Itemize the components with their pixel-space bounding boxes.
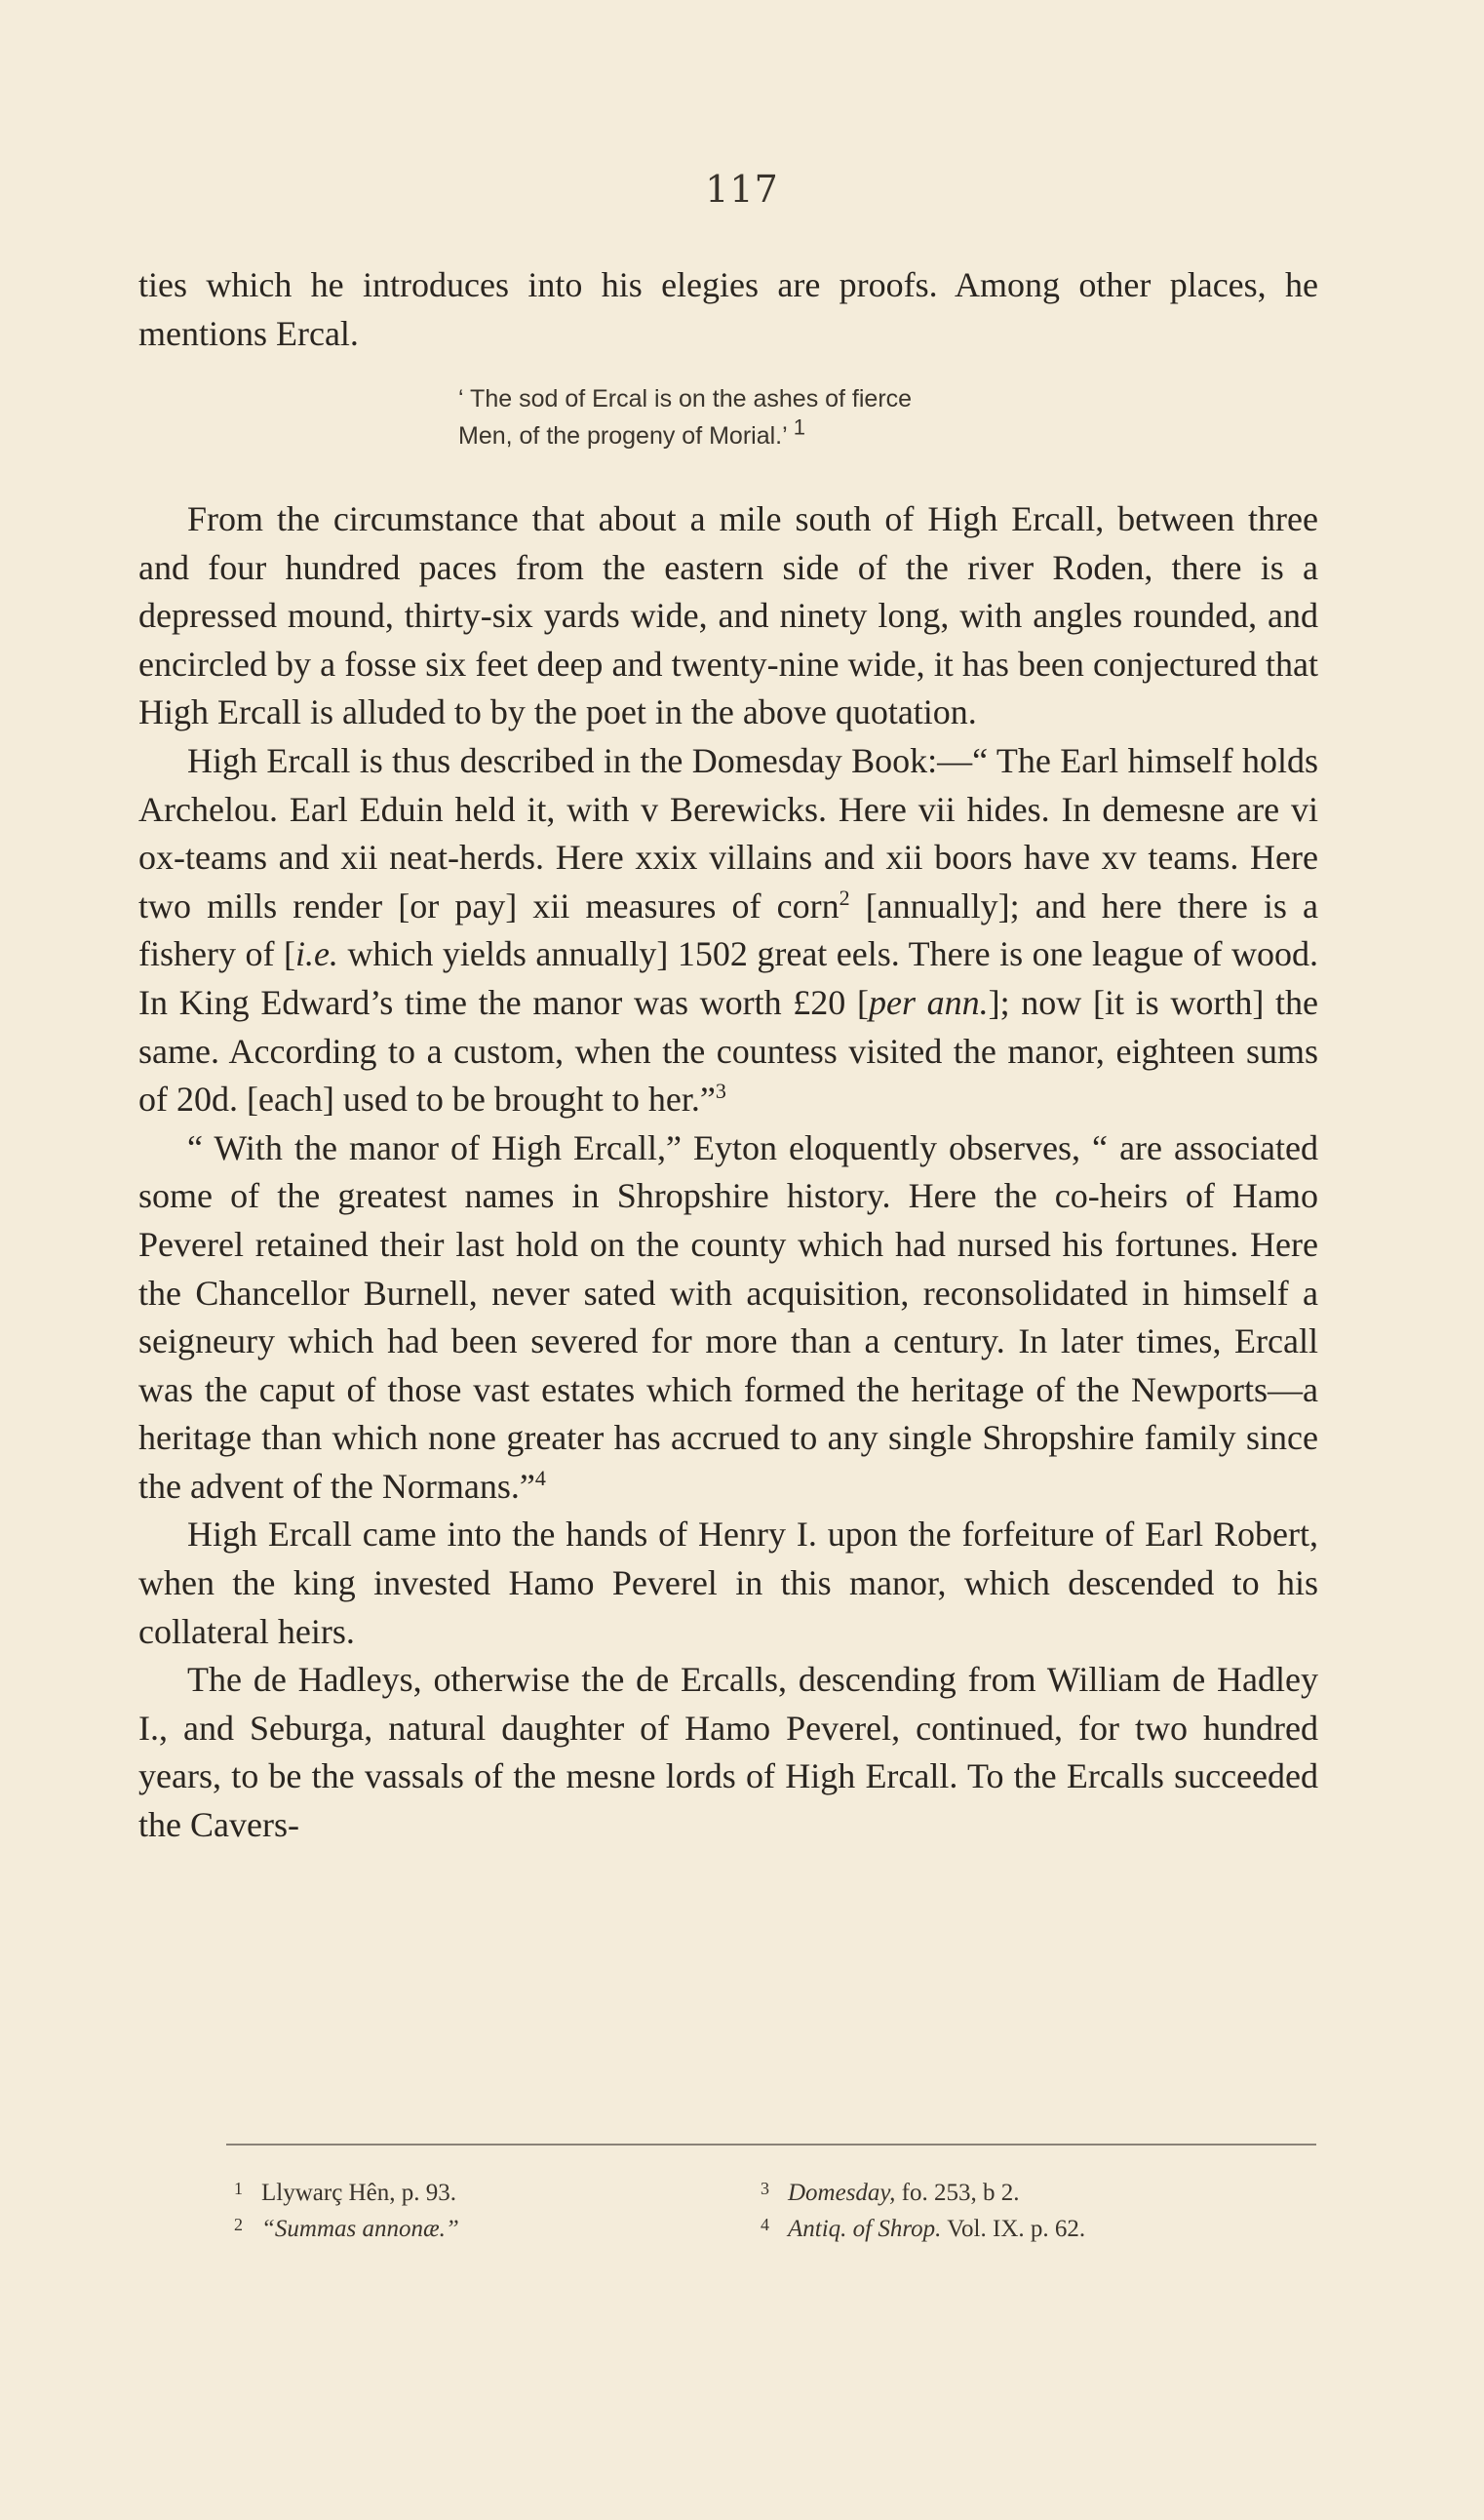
footnote-1 xyxy=(234,2173,459,2209)
footnote-4-text: Vol. IX. p. 62. xyxy=(941,2216,1086,2242)
opening-paragraph: ties which he introduces into his elegies are proofs. Among other places, he mentions Ercal. xyxy=(138,265,1318,353)
footnote-ref-3: 3 xyxy=(715,1079,726,1104)
domesday-text-b: [annually]; and here there is a fishery of [ xyxy=(138,886,1318,974)
domesday-ie: i.e. xyxy=(294,934,338,974)
footnote-3-number: 3 xyxy=(761,2179,769,2198)
footnote-2-number: 2 xyxy=(234,2215,243,2234)
domesday-text-d: ]; now [it is worth] the same. According to a custom, when the countess visited the manor, eighteen sums of 20d. [each] used to be brought to her.” xyxy=(138,982,1318,1120)
footnote-4 xyxy=(761,2209,1085,2245)
footnotes-right-column xyxy=(761,2173,1085,2245)
footnote-4-number: 4 xyxy=(761,2215,769,2234)
domesday-text-a: High Ercall is thus described in the Domesday Book:—“ The Earl himself holds Archelou. Earl Eduin held it, with v Berewicks. Here vii hides. In demesne are vi ox-teams and xii neat-herds. Here xxix villains and xii boors have xv teams. Here two mills render [or pay] xii measures of corn xyxy=(138,740,1318,925)
quote-line-2 xyxy=(458,414,1141,454)
paragraph-henry-i: High Ercall came into the hands of Henry I. upon the forfeiture of Earl Robert, when the king invested Hamo Peverel in this manor, which descended to his collateral heirs. xyxy=(138,1515,1318,1651)
footnote-1-number: 1 xyxy=(234,2179,243,2198)
paragraph-de-hadleys: The de Hadleys, otherwise the de Ercalls, descending from William de Hadley I., and Seburga, natural daughter of Hamo Peverel, continued, for two hundred years, to be the vassals of the mesne lords of High Ercall. To the Ercalls succeeded the Cavers- xyxy=(138,1660,1318,1845)
footnote-3-text: fo. 253, b 2. xyxy=(895,2180,1020,2206)
footnote-ref-2: 2 xyxy=(839,885,850,910)
paragraph-roden-mound: From the circumstance that about a mile south of High Ercall, between three and four hundred paces from the eastern side of the river Roden, there is a depressed mound, thirty-six yards wide, and ninety long, with angles rounded, and encircled by a fosse six feet deep and twenty-nine wide, it has been conjectured that High Ercall is alluded to by the poet in the above quotation. xyxy=(138,499,1318,732)
quote-line-1: ‘ The sod of Ercal is on the ashes of fierce xyxy=(458,385,913,413)
footnote-divider xyxy=(226,2144,1316,2146)
opening-text-block xyxy=(138,261,1318,358)
domesday-text-c: which yields annually] 1502 great eels. There is one league of wood. In King Edward’s time the manor was worth £20 [ xyxy=(138,934,1318,1022)
footnote-ref-1: 1 xyxy=(793,414,805,440)
quote-line-2-text: Men, of the progeny of Morial.’ xyxy=(458,422,787,450)
paragraph-eyton-quote xyxy=(138,1124,1318,1512)
footnote-ref-4: 4 xyxy=(534,1465,546,1490)
eyton-text: “ With the manor of High Ercall,” Eyton eloquently observes, “ are associated some of the greatest names in Shropshire history. Here the co-heirs of Hamo Peverel retained their last hold on the county which had nursed his fortunes. Here the Chancellor Burnell, never sated with acquisition, reconsolidated in himself a seigneury which had been severed for more than a century. In later times, Ercall was the caput of those vast estates which formed the heritage of the Newports—a heritage than which none greater has accrued to any single Shropshire family since the advent of the Normans.” xyxy=(138,1127,1318,1506)
footnotes-left-column xyxy=(234,2173,459,2245)
footnote-3-title: Domesday, xyxy=(788,2180,896,2206)
main-text-block xyxy=(138,495,1318,1850)
domesday-per-ann: per ann. xyxy=(868,982,989,1022)
footnote-4-title: Antiq. of Shrop. xyxy=(788,2216,942,2242)
verse-quotation xyxy=(458,380,1141,454)
paragraph-domesday xyxy=(138,737,1318,1124)
footnote-2 xyxy=(234,2209,459,2245)
footnote-3 xyxy=(761,2173,1085,2209)
page-number: 117 xyxy=(705,168,779,211)
footnote-1-text: Llywarç Hên, p. 93. xyxy=(261,2180,456,2206)
footnote-2-text: “Summas annonæ.” xyxy=(261,2216,459,2242)
